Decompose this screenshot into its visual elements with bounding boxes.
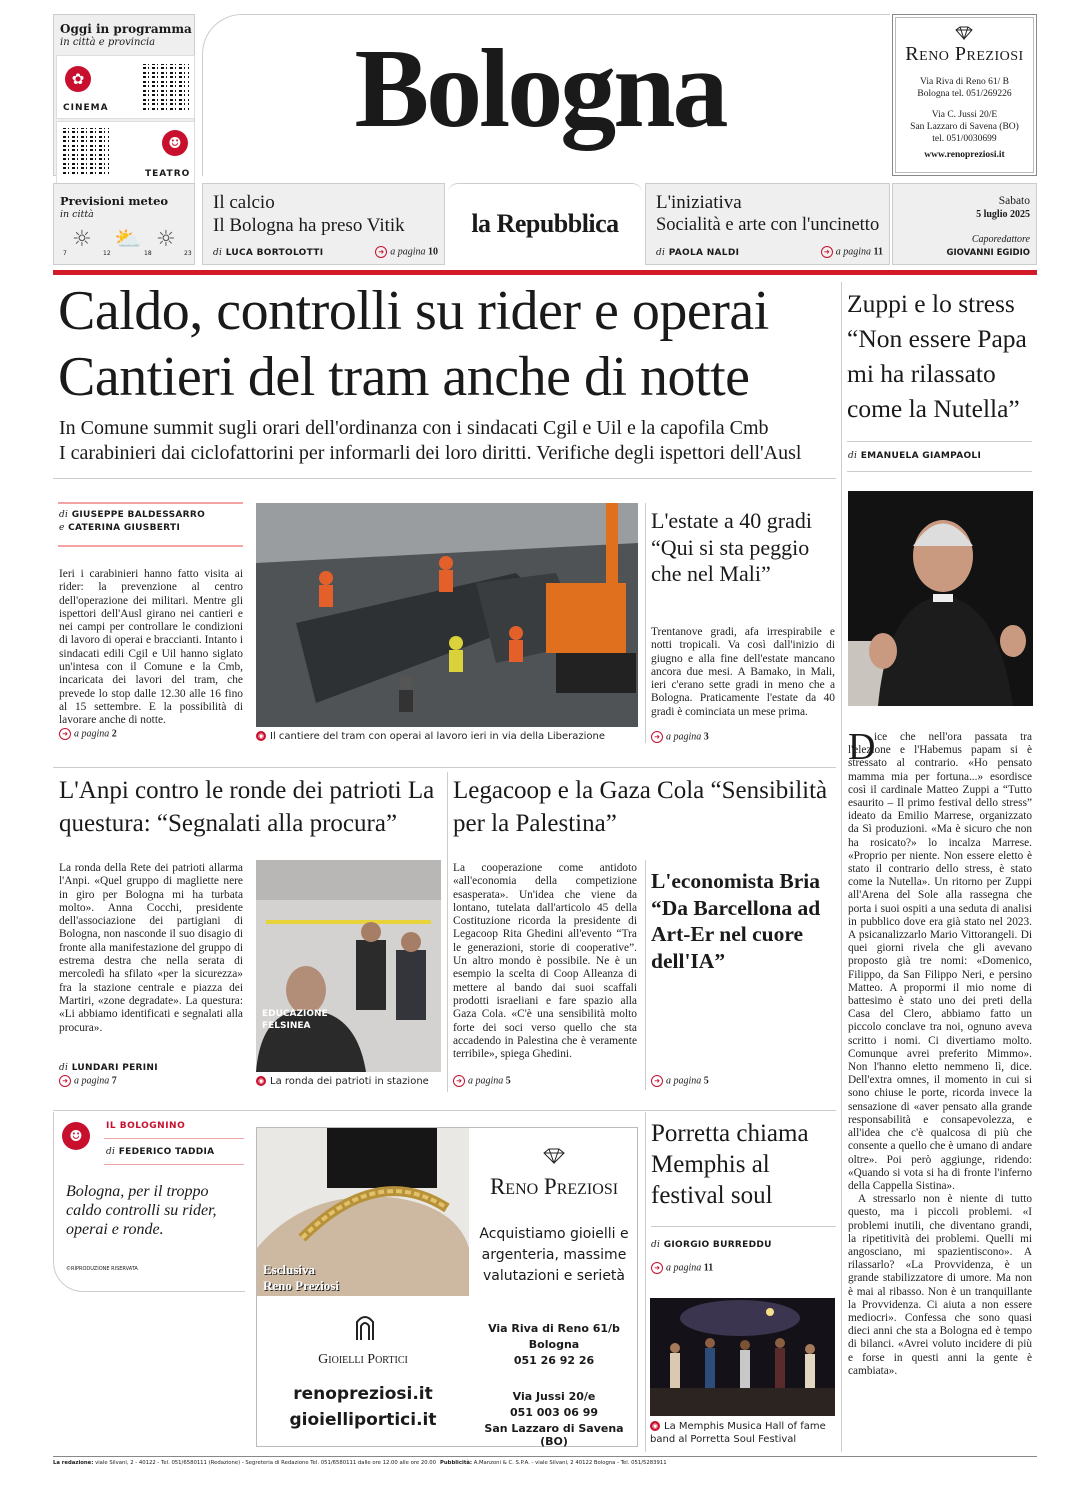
- estate-page-ref[interactable]: ➜ a pagina 3: [651, 731, 709, 743]
- legacoop-headline[interactable]: Legacoop e la Gaza Cola “Sensibilità per la Palestina”: [453, 777, 828, 837]
- arrow-icon: ➜: [59, 1075, 71, 1087]
- program-title: Oggi in programma: [60, 22, 192, 36]
- sun-icon: ☼: [72, 227, 92, 252]
- ronda-photo-caption: ◉ La ronda dei patrioti in stazione: [257, 1076, 429, 1087]
- divider: [53, 767, 836, 768]
- arrow-icon: ➜: [375, 246, 387, 258]
- divider: [847, 471, 1032, 472]
- footer-redazione: La redazione: viale Silvani, 2 - 40122 - Tel. 051/6580111 (Redazione) - Segreteria di Redazione Tel. 051/6580111 dalle ore 12.00 alle ore 20.00: [53, 1460, 437, 1466]
- bolognino-label: IL BOLOGNINO: [106, 1121, 186, 1131]
- meteo-title: Previsioni meteo: [60, 194, 169, 208]
- zuppi-byline: di EMANUELA GIAMPAOLI: [848, 451, 982, 461]
- main-deck-2: I carabinieri dai ciclofattorini per informarli dei loro diritti. Verifiche degli ispettori dell'Ausl: [59, 442, 802, 464]
- cinema-label: CINEMA: [63, 103, 109, 113]
- calcio-kicker: Il calcio: [213, 192, 275, 213]
- anpi-body: La ronda della Rete dei patrioti allarma l'Anpi. «Quel gruppo di magliette nere in giro per Bologna mi ha turbata molto». Anna Cocchi, presidente dell'associazione dei partigiani di Bologna, non nasconde il suo disagio di fronte alla manifestazione del gruppo di estrema destra che nella serata di mercoledì ha sfilato «per la sicurezza» fra la stazione centrale e piazza dei Martiri, «zone degradate». La questura: «Li abbiamo identificati e segnalati alla procura».: [59, 862, 243, 1034]
- bolognino-box: [53, 1112, 245, 1292]
- divider: [104, 1138, 244, 1139]
- meteo-box: [53, 183, 195, 265]
- footer-pubblicita: Pubblicità: A.Manzoni & C. S.P.A. - viale Silvani, 2 40122 Bologna - Tel. 051/5283911: [440, 1460, 667, 1466]
- divider: [651, 1226, 836, 1227]
- arrow-icon: ➜: [651, 731, 663, 743]
- iniziativa-byline: di PAOLA NALDI: [656, 248, 740, 258]
- estate-body: Trentanove gradi, afa irrespirabile e notti tropicali. Va così dall'inizio di giugno e alla fine dell'estate mancano ancora due mesi. A Bamako, in Mali, ieri c'erano sette gradi in meno che a Bologna. Praticamente l'estate da 40 gradi è cominciata un mese prima.: [651, 626, 835, 718]
- divider: [58, 545, 243, 547]
- diamond-icon: [542, 1148, 566, 1164]
- cinema-card[interactable]: [56, 55, 195, 119]
- repubblica-logo: la Repubblica: [471, 209, 619, 238]
- tram-construction-photo: [256, 503, 638, 727]
- calcio-byline: di LUCA BORTOLOTTI: [213, 248, 324, 258]
- copyright-notice: ©RIPRODUZIONE RISERVATA: [66, 1266, 138, 1272]
- portici-arch-icon: [355, 1314, 375, 1340]
- main-byline-2: e CATERINA GIUSBERTI: [59, 523, 181, 533]
- porretta-page-ref[interactable]: ➜ a pagina 11: [651, 1262, 713, 1274]
- divider: [841, 282, 842, 1452]
- ad-address2-line1: Via C. Jussi 20/E: [931, 110, 998, 120]
- porretta-headline[interactable]: Porretta chiama Memphis al festival soul: [651, 1120, 809, 1209]
- porretta-byline: di GIORGIO BURREDDU: [651, 1240, 772, 1250]
- divider: [58, 502, 243, 504]
- divider: [645, 1112, 646, 1452]
- divider: [847, 441, 1032, 442]
- meteo-time-18: 18: [144, 250, 152, 257]
- divider: [104, 1164, 244, 1165]
- meteo-time-12: 12: [103, 250, 111, 257]
- teatro-icon: ☻: [162, 130, 188, 156]
- main-body: Ieri i carabinieri hanno fatto visita ai rider: la prevenzione al centro dell'operazione dei militari. Mentre gli ispettori dell'Ausl girano nei cantieri e nei campi per controllare le condizioni di lavoro di operai e braccianti. Intanto i sindacati edili Cgil e Uil hanno siglato un'intesa con il Comune e la Cmb, incaricata dei lavori del tram, che prevede lo stop dalle 12.30 alle 16 fino al 15 settembre. E la possibilità di lavorare anche di notte.: [59, 568, 243, 727]
- ad2-address2-line1: Via Jussi 20/e: [512, 1390, 596, 1403]
- ad-address2-line2: San Lazzaro di Savena (BO): [910, 122, 1019, 132]
- iniziativa-kicker: L'iniziativa: [656, 192, 742, 213]
- divider: [645, 503, 646, 743]
- ad-exclusive-2: Reno Preziosi: [263, 1278, 339, 1293]
- partly-cloudy-icon: ⛅: [114, 227, 142, 252]
- cinema-qr-code[interactable]: [143, 64, 189, 110]
- anpi-byline: di LUNDARI PERINI: [59, 1063, 158, 1073]
- editor-name: GIOVANNI EGIDIO: [946, 248, 1030, 258]
- divider: [447, 772, 448, 1092]
- bria-page-ref[interactable]: ➜ a pagina 5: [651, 1075, 709, 1087]
- camera-icon: ◉: [257, 1077, 265, 1085]
- bria-headline[interactable]: L'economista Bria “Da Barcellona ad Art-Er nel cuore dell'IA”: [651, 869, 821, 973]
- ad2-address1-line1: Via Riva di Reno 61/b: [488, 1322, 620, 1335]
- ad2-address2-line3: San Lazzaro di Savena (BO): [484, 1422, 624, 1448]
- zuppi-photo: [848, 491, 1033, 706]
- camera-icon: ◉: [257, 732, 265, 740]
- newspaper-title: Bologna: [354, 27, 726, 151]
- red-divider: [53, 270, 1037, 275]
- divider: [53, 1456, 1037, 1457]
- ad-brand: Reno Preziosi: [905, 43, 1024, 65]
- memphis-band-photo: [650, 1298, 835, 1416]
- zuppi-body: ice che nell'ora passata tra l'elezione e l'Habemus papam si è stressato al contrario. «Ho pensato mamma mia per fortuna...» esordisce così il cardinale Matteo Zuppi a “Tutto esaurito – Il primo festival dello stress” ideato da Emilio Marrese, organizzato da Sì produzioni. «Ma è sicuro che non ha rosicato?» lo incalza Marrese. «Proprio per niente. Non essere eletto è stato il contrario dello stress, è stato come la Nutella». Un ritorno per Zuppi all'Arena del Sole alla rassegna che porta i suoi ospiti a una seduta di analisi in pubblico dove era già stato nel 2023. A psicanalizzarlo Mario Vittorangeli. Di quei giorni rivela che gli avevano proposto già tre nomi: «Domenico, Filippo, da San Filippo Neri, e persino Matteo. A propormi il mio nome di battesimo è stato uno dei preti della Casa del Clero, abbiamo fatto un piccolo conclave tra noi, ognuno aveva scritto i nomi. Ci divertiamo molto. Comunque avrei preferito Mimmo». Non l'hanno eletto nemmeno lì, dice. Dell'extra omnes, il momento in cui si sono chiuse le porte, ricorda invece la sensazione di «aver pensato alla grande responsabilità e consapevolezza, e all'idea che c'è qualcosa di più che consente a quello che è umano di andare oltre». Poi però aggiunge, ridendo: «Quando si vota si ha di fronte l'inferno della Cappella Sistina». A stressarlo non è niente di tutto questo, ma i piccoli problemi. «I problemi inutili, che diventano grandi, la ripetitività dei problemi. Quelli mi angosciano, mi spazientiscono». A rilassarlo? «La Provvidenza, è un grande stabilizzatore di umore. Ma non è mai al ribasso. Non è un tranquillante la Provvidenza. Ci aiuta a non essere mediocri». Confessa che sono quasi dieci anni che sta a Bologna ed è tempo di bilanci. «Avrei voluto incidere di più e forse in questi anni la gente è cambiata».: [848, 731, 1032, 1377]
- teatro-label: TEATRO: [145, 169, 191, 179]
- meteo-time-7: 7: [63, 250, 67, 257]
- editor-role: Caporedattore: [971, 234, 1030, 245]
- bolognino-icon: ☻: [62, 1122, 90, 1150]
- issue-date: 5 luglio 2025: [976, 209, 1030, 220]
- divider: [53, 1110, 836, 1111]
- main-byline-1: di GIUSEPPE BALDESSARRO: [59, 510, 206, 520]
- teatro-card[interactable]: [56, 121, 195, 185]
- arrow-icon: ➜: [453, 1075, 465, 1087]
- bolognino-text: Bologna, per il troppo caldo controlli su rider, operai e ronde.: [66, 1183, 217, 1238]
- ad-address1-line1: Via Riva di Reno 61/ B: [920, 77, 1009, 87]
- arrow-icon: ➜: [651, 1075, 663, 1087]
- camera-icon: ◉: [651, 1422, 659, 1430]
- ad-exclusive-1: Esclusiva: [263, 1262, 316, 1277]
- program-subtitle: in città e provincia: [60, 37, 156, 48]
- ad-address1-line2: Bologna tel. 051/269226: [917, 89, 1012, 99]
- legacoop-page-ref[interactable]: ➜ a pagina 5: [453, 1075, 511, 1087]
- calcio-teaser[interactable]: [202, 183, 445, 265]
- ad2-address1-line3: 051 26 92 26: [513, 1354, 595, 1367]
- main-deck-1: In Comune summit sugli orari dell'ordinanza con i sindacati Cgil e Uil e la capofila Cmb: [59, 417, 769, 439]
- cinema-icon: ✿: [65, 66, 91, 92]
- shirt-print: EDUCAZIONE FELSINEA: [262, 1009, 328, 1031]
- calcio-title: Il Bologna ha preso Vitik: [213, 215, 405, 236]
- ad2-web-2[interactable]: gioielliportici.it: [289, 1410, 437, 1430]
- ad2-brand: Reno Preziosi: [489, 1174, 619, 1199]
- anpi-page-ref[interactable]: ➜ a pagina 7: [59, 1075, 117, 1087]
- arrow-icon: ➜: [821, 246, 833, 258]
- divider: [645, 860, 646, 1090]
- estate-headline[interactable]: L'estate a 40 gradi “Qui si sta peggio che nel Mali”: [651, 508, 812, 586]
- ad2-address2-line2: 051 003 06 99: [509, 1406, 599, 1419]
- teatro-qr-code[interactable]: [63, 128, 109, 174]
- iniziativa-teaser[interactable]: [645, 183, 890, 265]
- diamond-icon: [954, 25, 974, 39]
- main-headline-2[interactable]: Cantieri del tram anche di notte: [58, 346, 750, 408]
- ad-website[interactable]: www.renopreziosi.it: [924, 150, 1005, 160]
- calcio-page-ref[interactable]: ➜ a pagina 10: [375, 246, 438, 258]
- divider: [53, 478, 836, 479]
- tram-photo-caption: ◉ Il cantiere del tram con operai al lavoro ieri in via della Liberazione: [257, 731, 606, 742]
- main-page-ref[interactable]: ➜ a pagina 2: [59, 728, 117, 740]
- repubblica-logo-box: [448, 183, 642, 265]
- meteo-time-23: 23: [184, 250, 192, 257]
- anpi-headline[interactable]: L'Anpi contro le ronde dei patrioti La questura: “Segnalati alla procura”: [59, 777, 435, 837]
- reno-preziosi-advertisement[interactable]: [256, 1127, 638, 1447]
- arrow-icon: ➜: [651, 1262, 663, 1274]
- sun-icon: ☼: [156, 227, 176, 252]
- reno-preziosi-ad[interactable]: [892, 14, 1037, 176]
- weekday: Sabato: [998, 195, 1030, 207]
- zuppi-headline[interactable]: Zuppi e lo stress “Non essere Papa mi ha rilassato come la Nutella”: [847, 289, 1027, 423]
- zuppi-dropcap: D: [848, 726, 876, 768]
- ad-address2-line3: tel. 051/0030699: [932, 134, 997, 144]
- iniziativa-page-ref[interactable]: ➜ a pagina 11: [821, 246, 883, 258]
- ad2-address1-line2: Bologna: [528, 1338, 580, 1351]
- bolognino-byline: di FEDERICO TADDIA: [106, 1147, 215, 1157]
- program-box: [53, 14, 195, 179]
- ad2-tagline: Acquistiamo gioielli e argenteria, massime valutazioni e serietà: [479, 1226, 629, 1284]
- ronda-photo: [256, 860, 441, 1072]
- ad2-brand-2: Gioielli Portici: [318, 1352, 408, 1367]
- legacoop-body: La cooperazione come antidoto «all'economia della competizione esasperata». Un'idea che viene da lontano, tutelata dall'articolo 45 della Costituzione ricorda la presidente di Legacoop Rita Ghedini all'evento “Tra le generazioni, storie di cooperative”. Un altro mondo è possibile. Ne è un esempio la scelta di Coop Alleanza di mettere al bando dai suoi scaffali prodotti israeliani e fare spazio alla Gaza Cola. «C'è una sensibilità molto forte dei soci verso quello che sta accadendo in Palestina che è veramente terribile», spiega Ghedini.: [453, 862, 637, 1061]
- main-headline-1[interactable]: Caldo, controlli su rider e operai: [58, 280, 769, 342]
- memphis-photo-caption: ◉ La Memphis Musica Hall of fame band al Porretta Soul Festival: [650, 1421, 826, 1445]
- meteo-subtitle: in città: [60, 209, 94, 220]
- bracelet-photo: [257, 1128, 469, 1296]
- arrow-icon: ➜: [59, 728, 71, 740]
- iniziativa-title: Socialità e arte con l'uncinetto: [656, 215, 880, 235]
- ad2-web-1[interactable]: renopreziosi.it: [293, 1384, 433, 1404]
- date-box: [892, 183, 1037, 265]
